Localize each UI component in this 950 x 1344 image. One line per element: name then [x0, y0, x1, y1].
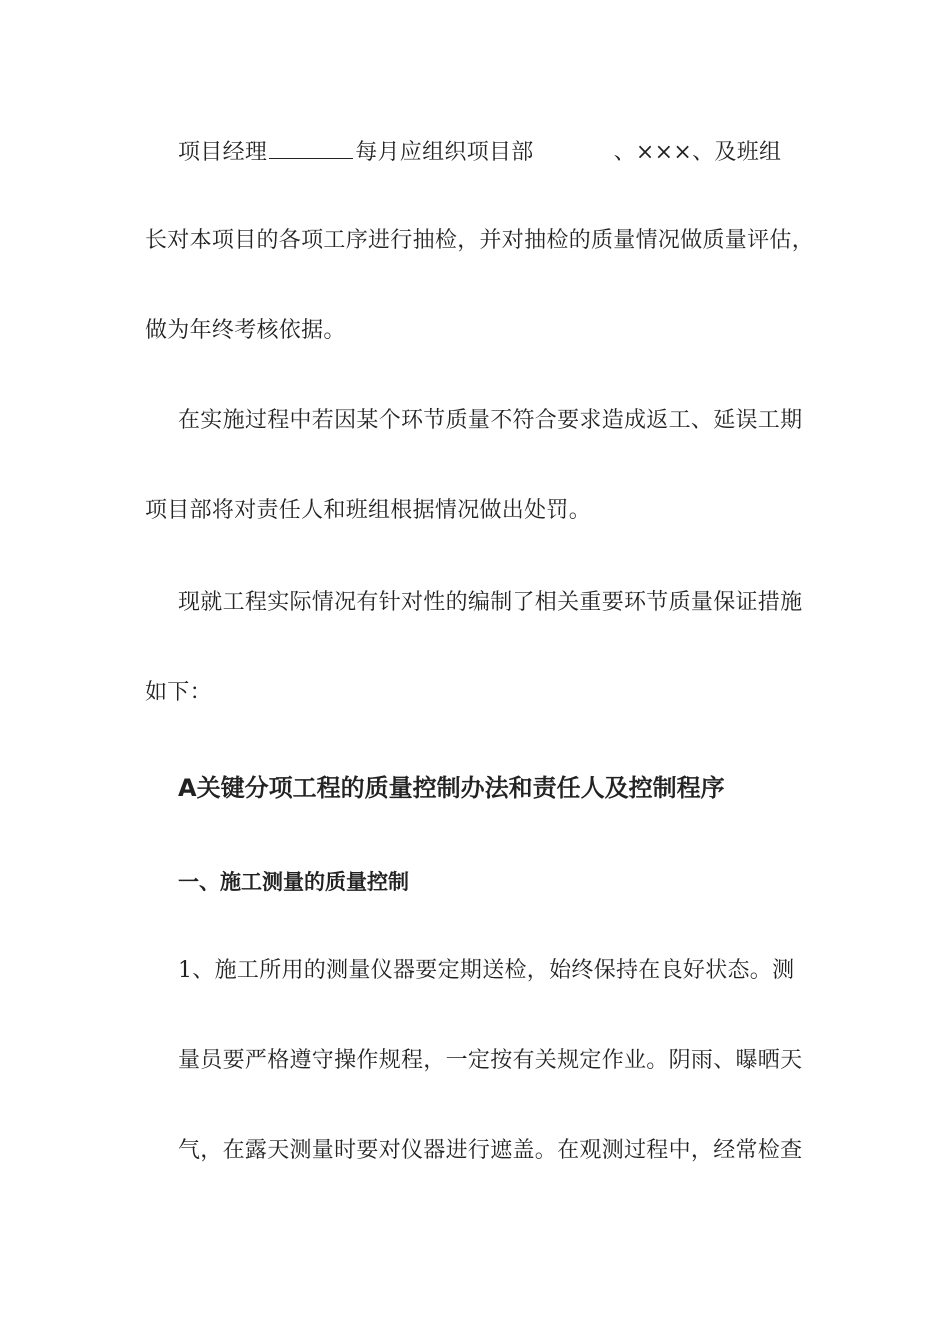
paragraph-1-line-1 — [178, 136, 781, 168]
section-heading: A关键分项工程的质量控制办法和责任人及控制程序 — [178, 774, 725, 802]
paragraph-1-line-3: 做为年终考核依据。 — [145, 318, 346, 343]
paragraph-1-suffix: 、×××、及班组 — [613, 140, 782, 165]
item-1-line-1: 1、施工所用的测量仪器要定期送检，始终保持在良好状态。测 — [178, 958, 795, 983]
paragraph-1-prefix: 项目经理 — [178, 140, 268, 165]
paragraph-3-line-1: 现就工程实际情况有针对性的编制了相关重要环节质量保证措施 — [178, 590, 803, 615]
paragraph-1-line-2: 长对本项目的各项工序进行抽检，并对抽检的质量情况做质量评估， — [145, 228, 815, 253]
paragraph-2-line-1: 在实施过程中若因某个环节质量不符合要求造成返工、延误工期 — [178, 408, 803, 433]
paragraph-3-line-2: 如下： — [145, 680, 212, 705]
paragraph-1-middle: 每月应组织项目部 — [355, 140, 534, 165]
paragraph-2-line-2: 项目部将对责任人和班组根据情况做出处罚。 — [145, 498, 592, 523]
item-1-line-3: 气，在露天测量时要对仪器进行遮盖。在观测过程中，经常检查 — [178, 1138, 803, 1163]
fill-in-blank-line — [269, 136, 353, 159]
subsection-heading: 一、施工测量的质量控制 — [178, 870, 409, 894]
item-1-line-2: 量员要严格遵守操作规程，一定按有关规定作业。阴雨、曝晒天 — [178, 1048, 803, 1073]
